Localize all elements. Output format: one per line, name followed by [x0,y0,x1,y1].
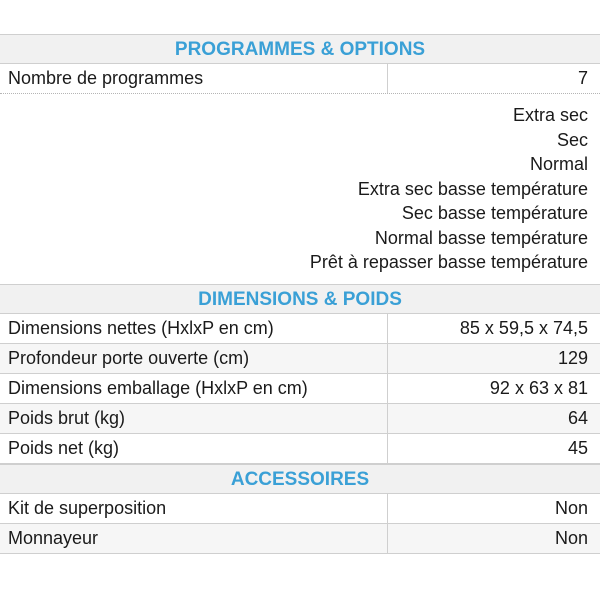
program-item: Extra sec [512,105,588,125]
spec-row-poids-brut [0,404,600,434]
spec-row-profondeur-porte [0,344,600,374]
spec-label: Poids net (kg) [0,434,388,463]
spec-label: Dimensions emballage (HxlxP en cm) [0,374,388,403]
spec-label: Profondeur porte ouverte (cm) [0,344,388,373]
program-item: Extra sec basse température [357,178,588,199]
spec-value: 7 [577,68,588,88]
spec-label: Dimensions nettes (HxlxP en cm) [0,314,388,343]
spec-value: 129 [388,344,600,373]
spec-label: Kit de superposition [0,494,388,523]
spec-sheet [0,34,600,554]
spec-value: 45 [567,437,588,458]
spec-row-dimensions-emballage [0,374,600,404]
spec-row-monnayeur [0,524,600,554]
spec-value: 64 [388,404,600,433]
section-header-programmes: PROGRAMMES & OPTIONS [0,34,600,64]
program-list [0,94,600,284]
spec-label: Poids brut (kg) [0,404,388,433]
section-header-dimensions: DIMENSIONS & POIDS [0,284,600,314]
spec-row-poids-net [0,434,600,464]
section-header-accessoires: ACCESSOIRES [0,464,600,494]
program-item: Sec basse température [401,203,588,223]
spec-row-nombre-programmes [0,64,600,94]
spec-value: 85 x 59,5 x 74,5 [459,317,588,338]
spec-value: Non [554,497,588,518]
spec-row-kit-superposition [0,494,600,524]
program-item: Normal basse température [374,227,588,248]
program-item: Sec [556,129,588,150]
spec-label: Monnayeur [0,524,388,553]
spec-row-dimensions-nettes [0,314,600,344]
spec-value: 92 x 63 x 81 [489,377,588,398]
program-item: Normal [529,154,588,174]
spec-value: Non [388,524,600,553]
program-item: Prêt à repasser basse température [309,252,588,272]
spec-label: Nombre de programmes [0,64,388,93]
